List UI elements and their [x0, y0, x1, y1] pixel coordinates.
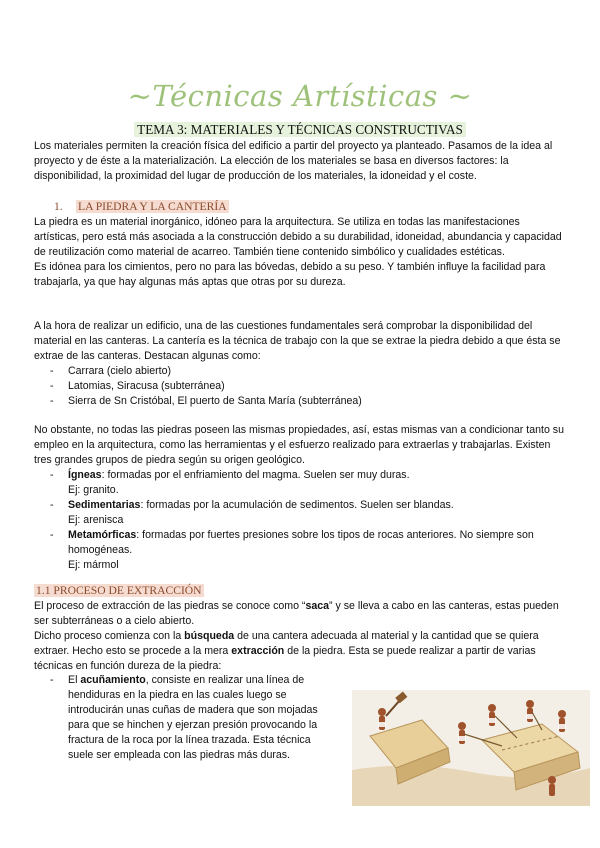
list-item: - Latomias, Siracusa (subterránea) [50, 380, 225, 392]
rock-type-example: Ej: granito. [68, 484, 119, 496]
text-run: de la piedra. Esta se puede realizar a partir de varias técnicas en función dureza de la piedra: [34, 645, 536, 672]
text-run: El proceso de extracción de las piedras se conoce como “ [34, 600, 306, 612]
rock-type-name: Sedimentarias [68, 499, 141, 511]
busqueda-term: búsqueda [184, 630, 235, 642]
extraction-paragraph-2 [34, 629, 566, 674]
list-item: - Sierra de Sn Cristóbal, El puerto de Santa María (subterránea) [50, 395, 362, 407]
technique-items [34, 673, 334, 763]
text-run: de una cantera adecuada al material y la cantidad que se quiera extraer. Hecho esto se procede a la mera [34, 630, 539, 657]
stone-paragraph-1: La piedra es un material inorgánico, idóneo para la arquitectura. Se utiliza en todas las manifestaciones artísticas, pero está más asociada a la construcción debido a su durabilidad, idoneidad, abundancia y capacidad de reutilización como material de acarreo. También tiene contenido simbólico y cualidades estéticas. [34, 216, 562, 258]
list-item: - El acuñamiento, consiste en realizar una línea de hendiduras en la piedra en las cuales luego se introducirán unas cuñas de madera que son mojadas para que se hinchen y ejerzan presión provocando la fractura de la roca por la línea trazada. Esta técnica suele ser empleada con las piedras más duras. [50, 674, 318, 761]
quarry-item-latomias: Latomias, Siracusa (subterránea) [68, 380, 225, 392]
acunamiento-term: acuñamiento [80, 674, 146, 686]
rock-type-desc: : formadas por la acumulación de sedimentos. Suelen ser blandas. [140, 499, 454, 511]
section-1-1-heading [34, 583, 566, 599]
text-run: El [68, 674, 81, 686]
saca-term: saca [305, 600, 330, 612]
text-run: ” y se lleva a cabo en las canteras, estas pueden ser subterráneas o a cielo abierto. [34, 600, 559, 627]
list-item: - Sedimentarias: formadas por la acumulación de sedimentos. Suelen ser blandas. Ej: arenisca [50, 499, 454, 526]
topic-heading-text: TEMA 3: MATERIALES Y TÉCNICAS CONSTRUCTIVAS [134, 122, 466, 137]
intro-text: Los materiales permiten la creación física del edificio a partir del proyecto ya planteado. Pasamos de la idea al proyecto y de éste a la materialización. La elección de los materiales se basa en diversos factores: la disponibilidad, la proximidad del lugar de producción de los materiales, la idoneidad y el coste. [34, 140, 553, 182]
text-run: Dicho proceso comienza con la [34, 630, 185, 642]
section-1-body [34, 215, 566, 290]
rock-type-desc: : formadas por fuertes presiones sobre los tipos de rocas anteriores. No siempre son homogéneas. [68, 529, 534, 556]
quarry-list [34, 364, 566, 409]
quarry-section [34, 319, 566, 409]
rock-type-desc: : formadas por el enfriamiento del magma. Suelen ser muy duras. [101, 469, 410, 481]
extraccion-term: extracción [231, 645, 285, 657]
rock-types-paragraph: No obstante, no todas las piedras poseen las mismas propiedades, así, estas mismas van a condicionar tanto su empleo en la arquitectura, como las herramientas y el esfuerzo realizado para extraerlas y trabajarlas. Existen tres grandes grupos de piedra según su origen geológico. [34, 424, 564, 466]
rock-type-example: Ej: mármol [68, 559, 119, 571]
topic-heading [0, 122, 600, 138]
section-1-title: LA PIEDRA Y LA CANTERÍA [78, 200, 227, 213]
rock-type-name: Metamórficas [68, 529, 137, 541]
list-item: - Carrara (cielo abierto) [50, 365, 172, 377]
extraction-section [34, 599, 566, 674]
text-run: , consiste en realizar una línea de hendiduras en la piedra en las cuales luego se introducirán unas cuñas de madera que son mojadas para que se hinchen y ejerzan presión provocando la fractura de la roca por la línea trazada. Esta técnica suele ser empleada con las piedras más duras. [68, 674, 318, 761]
stone-paragraph-2: Es idónea para los cimientos, pero no para las bóvedas, debido a su peso. Y también influye la facilidad para trabajarla, ya que hay algunas más aptas que otras por su dureza. [34, 261, 546, 288]
list-item: - Metamórficas: formadas por fuertes presiones sobre los tipos de rocas anteriores. No siempre son homogéneas. Ej: mármol [50, 529, 534, 571]
rock-type-example: Ej: arenisca [68, 514, 124, 526]
section-1-number: 1. [54, 200, 63, 213]
rock-types-list [34, 468, 566, 573]
quarry-workers-image [352, 690, 590, 806]
rock-type-name: Ígneas [68, 469, 102, 481]
document-title: ~Técnicas Artísticas ~ [127, 79, 473, 113]
intro-paragraph [34, 139, 566, 184]
section-1-1-title: 1.1 PROCESO DE EXTRACCIÓN [36, 584, 202, 597]
section-1-heading [34, 199, 566, 215]
rock-types-section [34, 423, 566, 573]
technique-list [34, 673, 334, 763]
quarry-paragraph: A la hora de realizar un edificio, una de las cuestiones fundamentales será comprobar la disponibilidad del material en las canteras. La cantería es la técnica de trabajo con la que se extrae la piedra debido a que ésta se extrae de las canteras. Destacan algunas como: [34, 320, 561, 362]
extraction-paragraph-1 [34, 599, 566, 629]
quarry-item-carrara: Carrara (cielo abierto) [68, 365, 172, 377]
quarry-item-sierra: Sierra de Sn Cristóbal, El puerto de Santa María (subterránea) [68, 395, 362, 407]
list-item: - Ígneas: formadas por el enfriamiento del magma. Suelen ser muy duras. Ej: granito. [50, 469, 410, 496]
quarry-illustration [352, 690, 590, 806]
